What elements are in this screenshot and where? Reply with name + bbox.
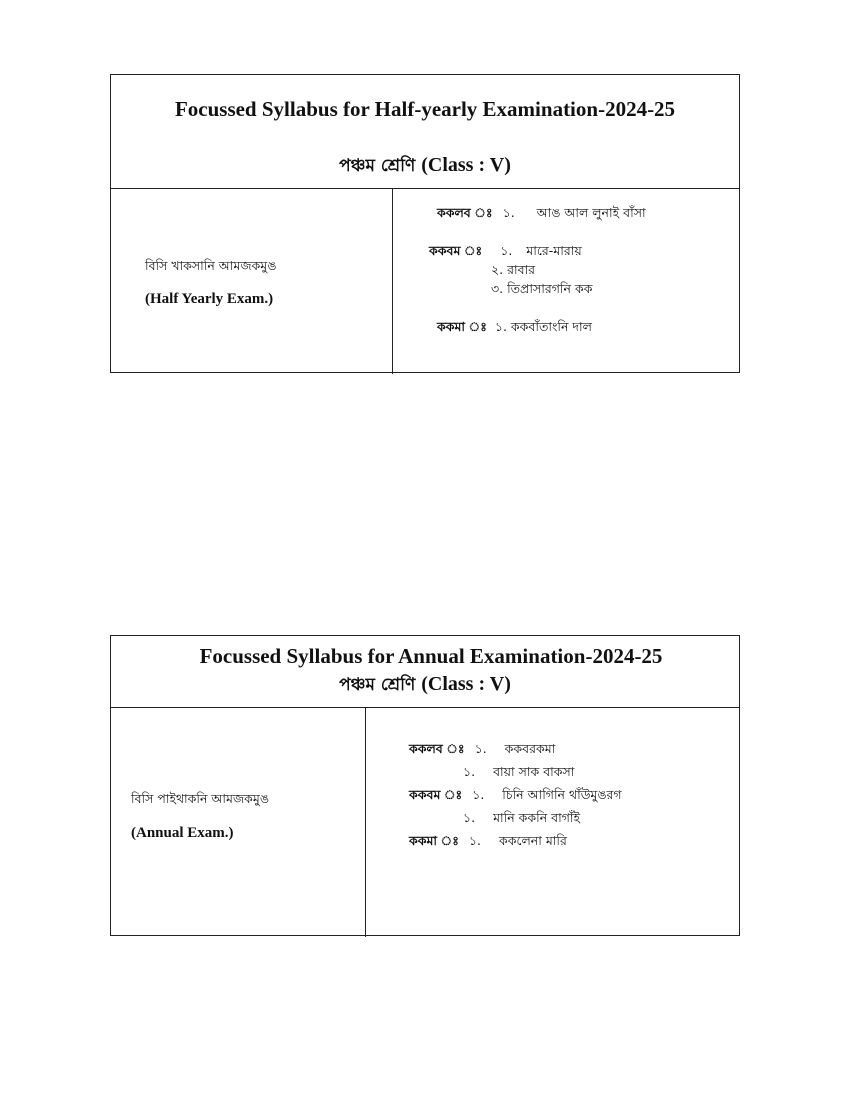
half-yearly-subject: বিসি খাকসানি আমজকমুঙ <box>145 258 277 273</box>
half-yearly-line-5: ককমা ঃ ১. ককবাঁতাংনি দাল <box>437 319 592 334</box>
annual-line-4: ১. মানি ককনি বাগাঁই <box>463 810 581 825</box>
annual-title: Focussed Syllabus for Annual Examination-2024-25 <box>199 644 663 668</box>
half-yearly-line-1: ককলব ঃ ১. আঙ আল লুনাই বাঁসা <box>437 205 646 220</box>
annual-column-divider <box>365 708 366 937</box>
annual-class <box>111 672 739 700</box>
annual-line-3: ককবম ঃ ১. চিনি আগিনি থাঁউমুঙরগ <box>409 787 622 802</box>
half-yearly-exam-label: (Half Yearly Exam.) <box>145 291 274 307</box>
half-yearly-line-3: ২. রাবার <box>491 262 536 277</box>
half-yearly-column-divider <box>392 189 393 374</box>
annual-line-1: ককলব ঃ ১. ককবরকমা <box>409 741 556 756</box>
annual-exam-label: (Annual Exam.) <box>131 825 234 841</box>
half-yearly-title: Focussed Syllabus for Half-yearly Examination-2024-25 <box>174 97 676 121</box>
half-yearly-table <box>110 74 740 373</box>
annual-line-2: ১. বায়া সাক বাকসা <box>463 764 575 779</box>
half-yearly-class-bn: পঞ্চম শ্রেণি <box>339 156 416 176</box>
annual-class-bn: পঞ্চম শ্রেণি <box>339 675 416 695</box>
annual-line-5: ককমা ঃ ১. ককলেনা মারি <box>409 833 567 848</box>
annual-table <box>110 635 740 936</box>
annual-subject: বিসি পাইথাকনি আমজকমুঙ <box>131 791 269 806</box>
annual-class-en: (Class : V) <box>421 673 511 695</box>
half-yearly-line-2: ককবম ঃ ১. মারে-মারায় <box>429 243 582 258</box>
half-yearly-class <box>111 153 739 181</box>
half-yearly-class-en: (Class : V) <box>421 154 511 176</box>
half-yearly-line-4: ৩. তিপ্রাসারগনি কক <box>491 281 593 296</box>
